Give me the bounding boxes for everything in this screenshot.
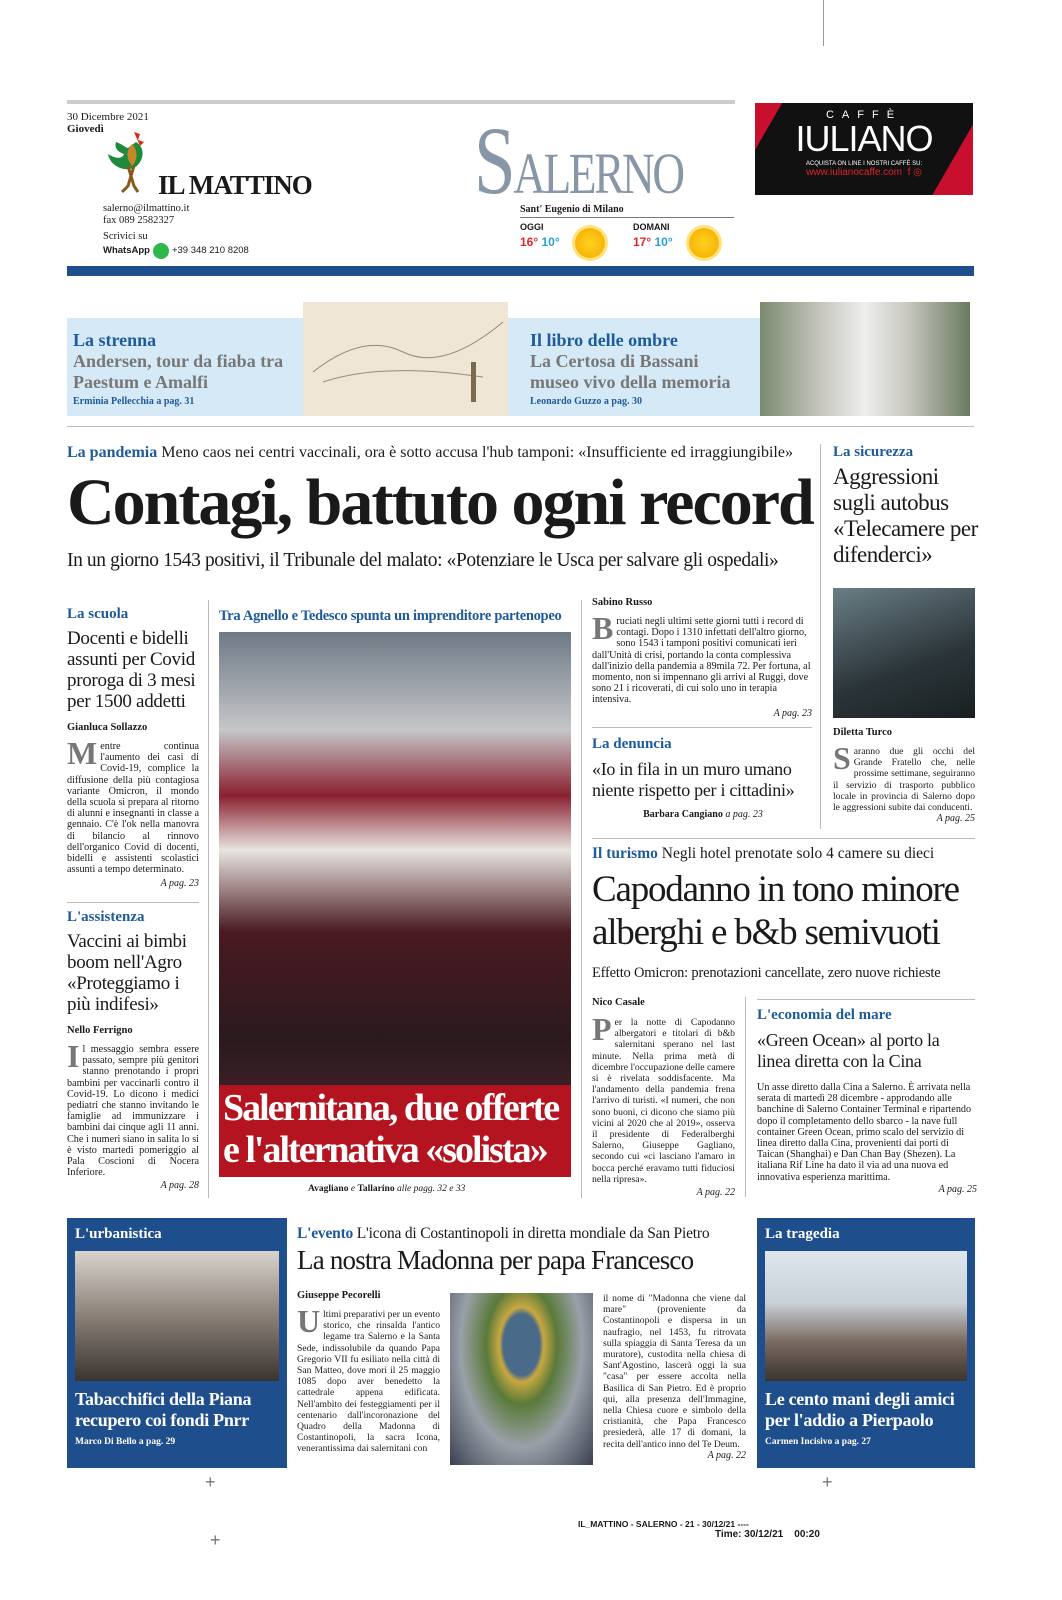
date: 30 Dicembre 2021 xyxy=(67,111,149,123)
whatsapp-label: WhatsApp xyxy=(103,245,150,256)
divider xyxy=(67,426,974,427)
registration-mark: + xyxy=(822,1472,833,1492)
caffe-iuliano-ad[interactable] xyxy=(755,103,973,195)
bus-driver-image xyxy=(833,588,975,718)
body: Saranno due gli occhi del Grande Fratello che, nelle prossime settimane, seguiranno il servizio di trasporto pubblico locale in provincia di Salerno dopo le aggressioni subite dai conducenti. xyxy=(833,740,975,814)
scuola-article[interactable] xyxy=(67,606,199,889)
body: Per la notte di Capodanno albergatori e titolari di b&b salernitani sperano nel last minute. Nella prima metà di dicembre l'occupazione delle camere si è rivelata soddisfacente. Ma l'andamento della pandemia frena l'arrivo di turisti. «I numeri, che non sono buoni, ci dicono che siamo più vicini al 2020 che al 2019», osserva il presidente di Federalberghi Salerno, Giuseppe Gagliano, secondo cui «ci lasciano l'amaro in bocca perché eravamo tutti fiduciosi nella ripresa». xyxy=(592,1011,735,1185)
divider xyxy=(581,600,582,1198)
page-ref: A pag. 28 xyxy=(160,1180,199,1192)
body: il nome di "Madonna che viene dal mare" (proveniente da Costantinopoli e dispersa in un naufragio, nel 1453, fu ritrovata sulla spiaggia di Santa Teresa da un muratore), custodita nella chiesa di Sant'Agostino, lascerà oggi la sua "casa" per essere accolta nella Basilica di San Pietro. Ed è proprio qui, alla presenza dell'Immagine, nella Chiesa cuore e simbolo della cristianità, che Papa Francesco presiederà, alle 17 di domani, la recita dell'antico inno del Te Deum. xyxy=(603,1293,746,1450)
body: Il messaggio sembra essere passato, sempre più genitori stanno prenotando i propri bambini per vaccinarli contro il Covid-19. Lo dicono i medici pediatri che stanno invitando le famiglie ad immunizzare i bambini dai cinque agli 11 anni. Che i numeri siano in salita lo si è visto martedì pomeriggio al Pala Coscioni di Nocera Inferiore. xyxy=(67,1038,199,1179)
urbanistica-box[interactable] xyxy=(67,1218,287,1468)
evento-article xyxy=(297,1290,440,1455)
divider xyxy=(592,727,812,728)
body: Ultimi preparativi per un evento storico, che rinsalda l'antico legame tra Salerno e la Santa Sede, indissolubile da quando Papa Gregorio VII fu esiliato nella città di San Matteo, dove morì il 25 maggio 1085 dopo aver benedetto la cattedrale appena edificata. Nell'ambito dei festeggiamenti per il centenario dall'incoronazione del Quadro della Madonna di Costantinopoli, la sacra Icona, venerantissima dai salernitani con xyxy=(297,1303,440,1455)
crop-mark xyxy=(823,0,824,46)
email[interactable]: salerno@ilmattino.it xyxy=(103,203,190,214)
salernitana-ref xyxy=(308,1184,465,1194)
tomorrow-max: 17° xyxy=(633,235,652,249)
section-title: SALERNO xyxy=(474,107,683,214)
registration-mark: + xyxy=(205,1472,216,1492)
page-ref: Carmen Incisivo a pag. 27 xyxy=(765,1437,871,1447)
registration-mark: + xyxy=(210,1530,221,1550)
ad-line: ACQUISTA ON LINE I NOSTRI CAFFÈ SU: xyxy=(805,161,923,167)
conj: e xyxy=(350,1184,356,1194)
tomorrow-label: DOMANI xyxy=(633,222,670,232)
headline: Docenti e bidelli assunti per Covid proroga di 3 mesi per 1500 addetti xyxy=(67,628,196,712)
whatsapp-icon xyxy=(153,243,169,259)
teaser-ref: Erminia Pellecchia a pag. 31 xyxy=(73,396,195,407)
kicker: L'evento xyxy=(297,1225,354,1242)
lead-headline[interactable]: Contagi, battuto ogni record xyxy=(67,466,813,539)
teaser-libro[interactable] xyxy=(508,318,760,416)
top-rule xyxy=(67,100,735,104)
divider xyxy=(592,838,975,839)
today-min: 10° xyxy=(541,235,560,249)
body: Bruciati negli ultimi sette giorni tutti i record di contagi. Dopo i 1310 infettati dell'altro giorno, sono 1543 i tamponi positivi comunicati ieri dall'Unità di crisi, portando la conta complessiva dall'inizio della pandemia a 89mila 72. Per fortuna, al momento, non si impennano gli arrivi al Ruggi, dove sono 21 i ricoverati, di cui solo uno in terapia intensiva. xyxy=(592,610,811,706)
mare-article[interactable] xyxy=(757,1007,977,1195)
page-ref: Marco Di Bello a pag. 29 xyxy=(75,1437,176,1447)
byline: Nico Casale xyxy=(592,997,645,1008)
teaser-ref: Leonardo Guzzo a pag. 30 xyxy=(530,396,642,407)
lead-kicker-line xyxy=(67,444,817,462)
page-ref: A pag. 22 xyxy=(707,1449,746,1461)
kicker: Il turismo xyxy=(592,845,658,862)
byline: Giuseppe Pecorelli xyxy=(297,1290,381,1301)
masthead-bar xyxy=(67,266,974,276)
page-ref: A pag. 25 xyxy=(938,1183,977,1195)
teaser-title: La Certosa di Bassani museo vivo della memoria xyxy=(530,351,731,392)
whatsapp-number[interactable]: +39 348 210 8208 xyxy=(171,245,249,256)
ad-top: CAFFÈ xyxy=(825,109,903,121)
turismo-article[interactable] xyxy=(592,997,735,1198)
byline: Barbara Cangiano xyxy=(643,809,723,820)
divider xyxy=(67,902,199,903)
madonna-icon-image xyxy=(450,1293,593,1465)
page-ref: A pag. 23 xyxy=(160,878,199,890)
print-time: Time: 30/12/21 00:20 xyxy=(715,1529,820,1540)
headline: Tabacchifici della Piana recupero coi fondi Pnrr xyxy=(75,1389,252,1430)
page-ref: A pag. 25 xyxy=(936,813,975,825)
tragedia-image xyxy=(765,1251,967,1381)
teaser-title: Andersen, tour da fiaba tra Paestum e Amalfi xyxy=(73,351,284,392)
fans-image[interactable] xyxy=(219,632,571,1177)
ad-brand: IULIANO xyxy=(795,118,933,159)
divider xyxy=(757,999,975,1000)
lead-kicker-text: Meno caos nei centri vaccinali, ora è sotto accusa l'hub tamponi: «Insufficiente ed irraggiungibile» xyxy=(161,444,793,461)
sicurezza-body xyxy=(833,727,975,824)
byline: Diletta Turco xyxy=(833,727,893,738)
teaser-kicker: La strenna xyxy=(73,330,157,350)
page-ref: A pag. 23 xyxy=(773,707,812,719)
teaser-kicker: Il libro delle ombre xyxy=(530,330,678,350)
teaser-strenna[interactable] xyxy=(67,318,303,416)
kicker: La tragedia xyxy=(765,1226,840,1242)
headline: Vaccini ai bimbi boom nell'Agro «Proteggiamo i più indifesi» xyxy=(67,931,187,1015)
headline: «Green Ocean» al porto la linea diretta con la Cina xyxy=(757,1030,940,1071)
saint-of-day: Sant' Eugenio di Milano xyxy=(520,204,734,218)
today-label: OGGI xyxy=(520,222,544,232)
kicker-text: Negli hotel prenotate solo 4 camere su dieci xyxy=(661,845,935,862)
kicker: L'urbanistica xyxy=(75,1226,162,1242)
author: Avagliano xyxy=(308,1184,349,1194)
weekday: Giovedì xyxy=(67,123,104,135)
author: Tallarino xyxy=(357,1184,395,1194)
evento-headline[interactable]: La nostra Madonna per papa Francesco xyxy=(297,1245,694,1275)
certosa-image xyxy=(760,302,970,416)
body: Mentre continua l'aumento dei casi di Covid-19, complice la diffusione della più contagiosa variante Omicron, il mondo della scuola si prepara al ritorno di alunni e insegnanti in classe a gennaio. C'è l'ok nella manovra di bilancio al rinnovo dell'organico Covid di docenti, bidelli e assistenti scolastici assunti a tempo determinato. xyxy=(67,735,199,876)
turismo-headline[interactable]: Capodanno in tono minore alberghi e b&b semivuoti xyxy=(592,869,959,953)
sun-icon xyxy=(689,228,719,258)
lead-article[interactable] xyxy=(592,597,812,719)
contact-block xyxy=(103,203,249,259)
turismo-kicker-line xyxy=(592,845,977,863)
ad-url[interactable]: www.iulianocaffe.com xyxy=(806,167,903,178)
evento-kicker-line xyxy=(297,1225,749,1243)
turismo-subhead: Effetto Omicron: prenotazioni cancellate, zero nuove richieste xyxy=(592,965,941,981)
rooster-logo-icon xyxy=(104,128,158,198)
kicker: La denuncia xyxy=(592,736,672,752)
headline: «Io in fila in un muro umano niente rispetto per i cittadini» xyxy=(592,759,795,800)
kicker: La scuola xyxy=(67,606,129,622)
byline: Nello Ferrigno xyxy=(67,1025,133,1036)
social-icons: f ◎ xyxy=(907,167,922,178)
divider xyxy=(208,600,209,1198)
weather-tomorrow xyxy=(633,222,673,249)
salernitana-headline: Salernitana, due offerte e l'alternativa «solista» xyxy=(219,1085,571,1177)
sun-icon xyxy=(575,228,605,258)
divider xyxy=(745,997,746,1197)
lead-subhead: In un giorno 1543 positivi, il Tribunale del malato: «Potenziare le Usca per salvare gli ospedali» xyxy=(67,550,779,571)
lead-kicker: La pandemia xyxy=(67,444,158,461)
tragedia-box[interactable] xyxy=(757,1218,975,1468)
print-slug: IL_MATTINO - SALERNO - 21 - 30/12/21 ---- xyxy=(578,1519,749,1529)
byline: Sabino Russo xyxy=(592,597,653,608)
sketch-image xyxy=(303,302,508,416)
today-max: 16° xyxy=(520,235,539,249)
ad-url-row xyxy=(755,167,973,178)
denuncia-article[interactable] xyxy=(592,736,814,820)
divider xyxy=(820,444,821,829)
newspaper-logo: IL MATTINO xyxy=(158,170,312,200)
kicker: La sicurezza xyxy=(833,444,914,460)
write-label: Scrivici su xyxy=(103,231,148,242)
weather-today xyxy=(520,222,560,249)
body: Un asse diretto dalla Cina a Salerno. È arrivata nella serata di martedì 28 dicembre - approdando alle banchine di Salerno Container Terminal e ripartendo dopo il completamento dello sbarco - la nave full container Green Ocean, primo scalo del servizio di linea diretto dalla Cina, provenienti dai porti di Taican (Shanghai) e Dan Chan Bay (Shezen). La italiana Rif Line ha dato il via ad una nuova ed innovativa esperienza marittima. xyxy=(757,1082,972,1183)
kicker-text: L'icona di Costantinopoli in diretta mondiale da San Pietro xyxy=(356,1225,710,1242)
sicurezza-article[interactable] xyxy=(833,444,978,568)
page-ref: a pag. 23 xyxy=(725,809,763,820)
urbanistica-image xyxy=(75,1251,279,1381)
headline: Aggressioni sugli autobus «Telecamere per difenderci» xyxy=(833,464,978,567)
page-ref: A pag. 22 xyxy=(696,1187,735,1199)
byline: Gianluca Sollazzo xyxy=(67,722,148,733)
assistenza-article[interactable] xyxy=(67,909,199,1191)
headline: Le cento mani degli amici per l'addio a Pierpaolo xyxy=(765,1389,955,1430)
tomorrow-min: 10° xyxy=(654,235,673,249)
salernitana-kicker: Tra Agnello e Tedesco spunta un imprenditore partenopeo xyxy=(219,608,562,624)
pages: alle pagg. 32 e 33 xyxy=(396,1184,466,1194)
kicker: L'economia del mare xyxy=(757,1007,892,1023)
kicker: L'assistenza xyxy=(67,909,145,925)
evento-article-cont xyxy=(603,1293,746,1461)
fax: fax 089 2582327 xyxy=(103,215,175,226)
